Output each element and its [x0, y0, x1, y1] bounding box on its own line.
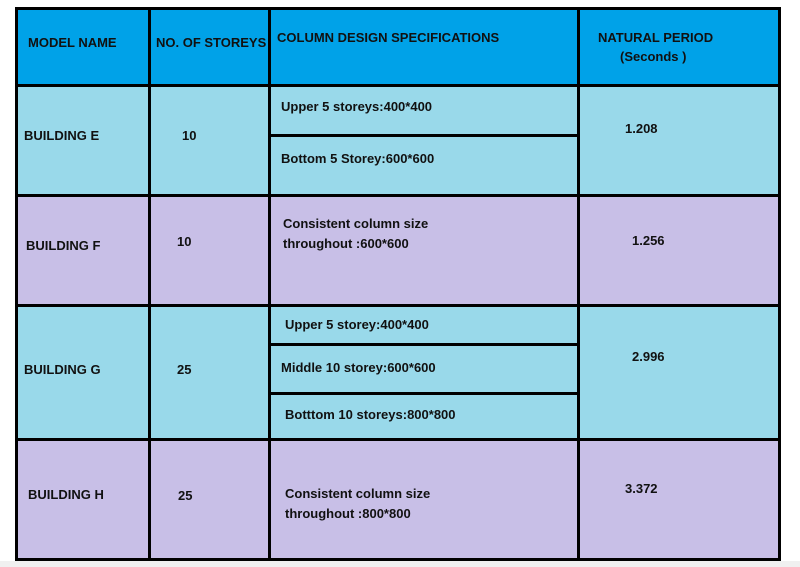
row-f-name: BUILDING F [26, 238, 101, 253]
header-natural-period: NATURAL PERIOD [598, 30, 714, 45]
grid-line [268, 7, 271, 561]
row-g-spec-1: Upper 5 storey:400*400 [285, 317, 429, 332]
row-h-period: 3.372 [625, 481, 658, 496]
row-h-name: BUILDING H [28, 487, 104, 502]
row-h-spec-1: Consistent column size [285, 486, 431, 501]
grid-line [577, 7, 580, 561]
row-h-storeys: 25 [178, 488, 193, 503]
grid-line [15, 194, 781, 197]
grid-line [778, 7, 781, 561]
row-f-spec-2: throughout :600*600 [283, 236, 409, 251]
header-column-spec: COLUMN DESIGN SPECIFICATIONS [277, 30, 500, 45]
row-g-spec-3: Botttom 10 storeys:800*800 [285, 407, 456, 422]
grid-line [15, 84, 781, 87]
row-g-period: 2.996 [632, 349, 665, 364]
row-e-storeys: 10 [182, 128, 197, 143]
row-g-storeys: 25 [177, 362, 192, 377]
row-e-spec-2: Bottom 5 Storey:600*600 [281, 151, 435, 166]
grid-line [268, 343, 578, 346]
grid-line [15, 304, 781, 307]
header-row [17, 9, 780, 85]
grid-line [15, 438, 781, 441]
row-e-name: BUILDING E [24, 128, 100, 143]
header-period-unit: (Seconds ) [620, 49, 687, 64]
row-e-period: 1.208 [625, 121, 658, 136]
row-f-period: 1.256 [632, 233, 665, 248]
page-bottom-edge [0, 561, 800, 567]
row-f-storeys: 10 [177, 234, 192, 249]
row-e-spec-1: Upper 5 storeys:400*400 [281, 99, 433, 114]
grid-line [268, 134, 578, 137]
grid-line [148, 7, 151, 561]
grid-line [15, 7, 18, 561]
row-h-spec-2: throughout :800*800 [285, 506, 411, 521]
grid-line [15, 7, 781, 10]
header-storeys: NO. OF STOREYS [156, 35, 267, 50]
row-g-name: BUILDING G [24, 362, 101, 377]
row-g-spec-2: Middle 10 storey:600*600 [281, 360, 436, 375]
grid-line [268, 392, 578, 395]
row-f-spec-1: Consistent column size [283, 216, 429, 231]
header-model-name: MODEL NAME [28, 35, 117, 50]
